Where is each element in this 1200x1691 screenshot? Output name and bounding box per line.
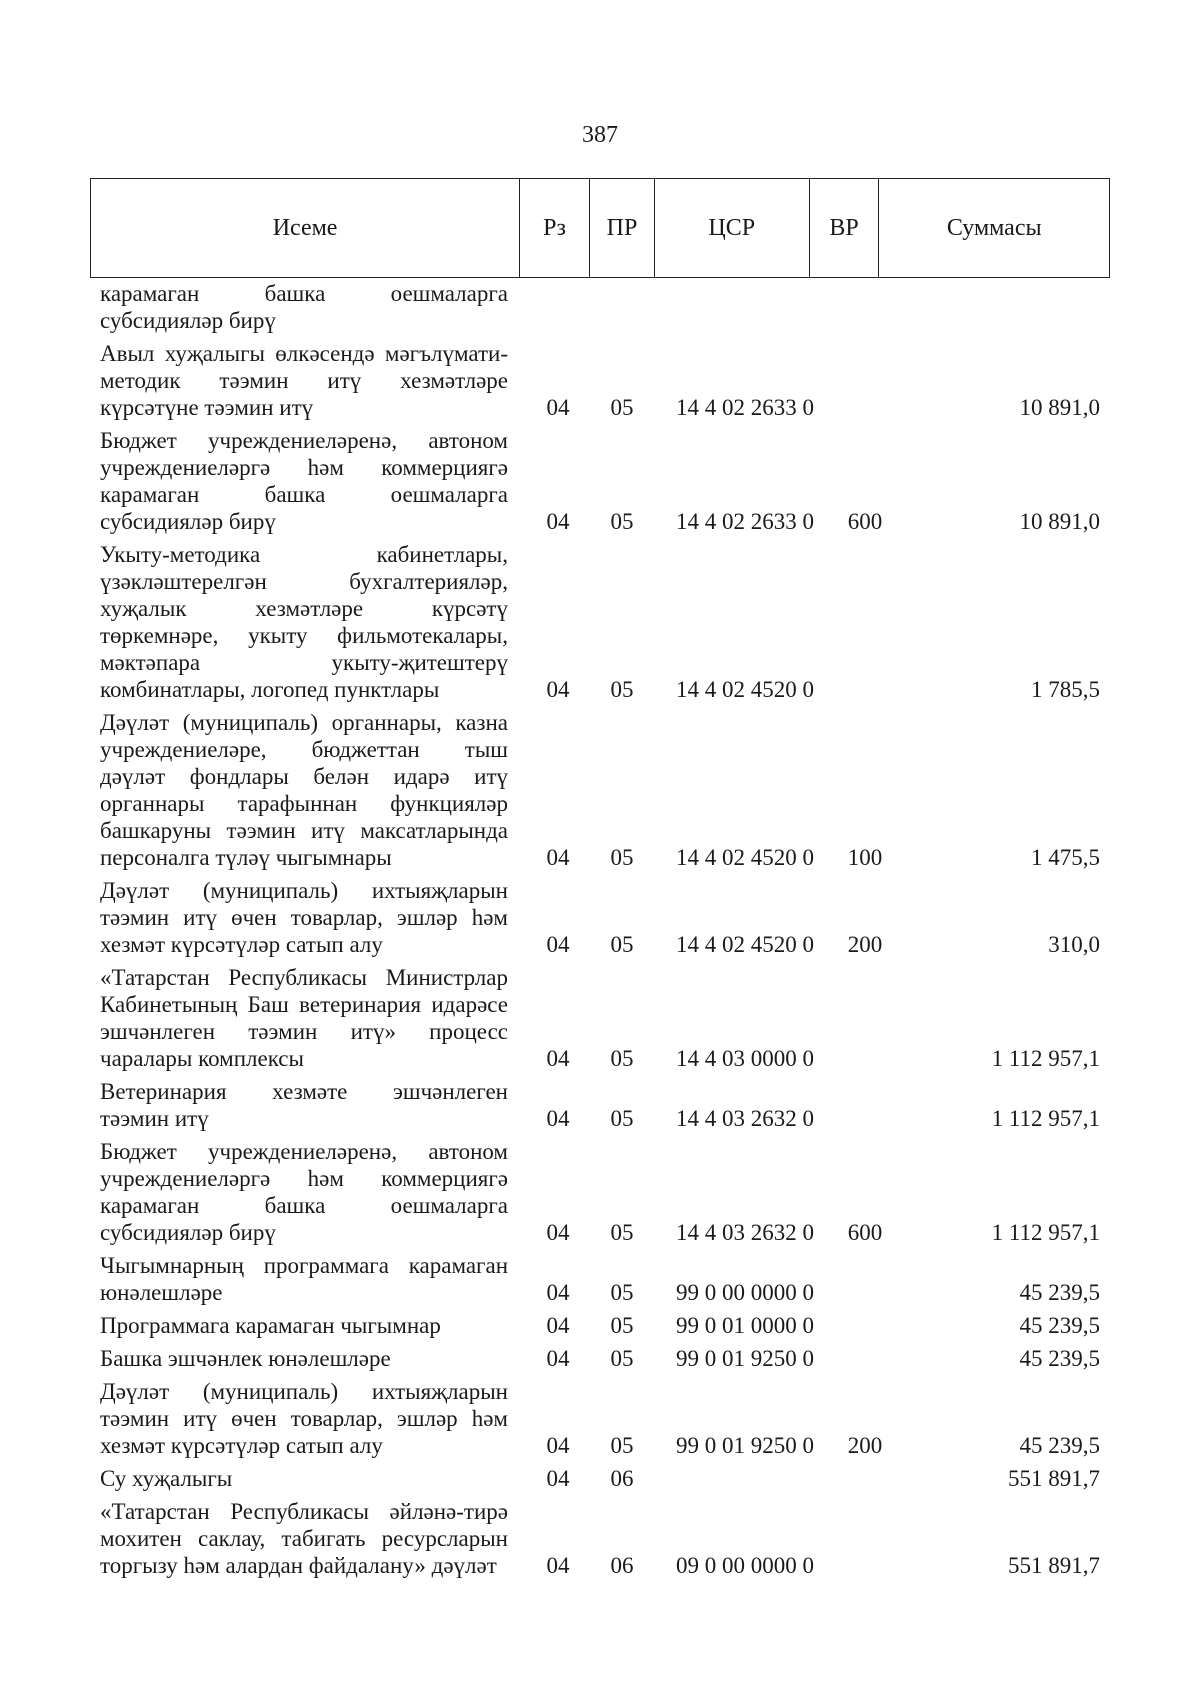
row-name-line: дәүләт фондлары белән идарә итү xyxy=(100,764,508,789)
row-rz: 04 xyxy=(546,1313,570,1338)
table-row xyxy=(100,340,1110,421)
row-pr: 05 xyxy=(610,395,634,420)
row-pr: 05 xyxy=(610,1106,634,1131)
row-name-line: башкаруны тәэмин итү максатларында xyxy=(100,818,508,843)
row-name-line: учреждениеләре, бюджеттан тыш xyxy=(100,737,508,762)
row-name-line: мәктәпара укыту-җитештерү xyxy=(100,650,508,675)
row-name-line: карамаган башка оешмаларга xyxy=(100,1193,508,1218)
row-pr: 05 xyxy=(610,1346,634,1371)
row-name-line: Бюджет учреждениеләренә, автоном xyxy=(100,428,508,453)
row-rz: 04 xyxy=(546,932,570,957)
row-name-line: Дәүләт (муниципаль) ихтыяҗларын xyxy=(100,1379,508,1404)
row-pr: 05 xyxy=(610,1280,634,1305)
row-name-line: методик тәэмин итү хезмәтләре xyxy=(100,368,508,393)
row-pr: 05 xyxy=(610,932,634,957)
row-csr: 14 4 02 2633 0 xyxy=(676,395,814,420)
table-row xyxy=(100,1498,1110,1579)
row-name-line: комбинатлары, логопед пунктлары xyxy=(100,677,440,702)
row-pr: 05 xyxy=(610,845,634,870)
row-sum: 10 891,0 xyxy=(1019,509,1100,534)
row-rz: 04 xyxy=(546,1346,570,1371)
row-name-line: карамаган башка оешмаларга xyxy=(100,482,508,507)
row-sum: 10 891,0 xyxy=(1019,395,1100,420)
row-name-line: учреждениеләргә һәм коммерциягә xyxy=(100,455,508,480)
table-row xyxy=(100,709,1110,871)
row-pr: 06 xyxy=(610,1553,634,1578)
row-name-line: Авыл хуҗалыгы өлкәсендә мәгълүмати- xyxy=(100,341,508,366)
row-csr: 14 4 03 0000 0 xyxy=(676,1046,814,1071)
row-sum: 1 475,5 xyxy=(1031,845,1100,870)
row-csr: 99 0 00 0000 0 xyxy=(676,1280,814,1305)
table-row xyxy=(100,1138,1110,1246)
row-vr: 100 xyxy=(847,845,883,870)
table-row xyxy=(100,877,1110,958)
row-name-line: тәэмин итү xyxy=(100,1106,209,1131)
row-rz: 04 xyxy=(546,395,570,420)
header-vr: ВР xyxy=(810,179,880,277)
row-pr: 05 xyxy=(610,677,634,702)
row-vr: 600 xyxy=(847,509,883,534)
row-pr: 06 xyxy=(610,1466,634,1491)
row-rz: 04 xyxy=(546,1280,570,1305)
row-name-line: Кабинетының Баш ветеринария идарәсе xyxy=(100,992,508,1017)
row-sum: 45 239,5 xyxy=(1019,1346,1100,1371)
row-name xyxy=(100,1378,508,1459)
row-sum: 1 112 957,1 xyxy=(991,1106,1100,1131)
row-pr: 05 xyxy=(610,1313,634,1338)
row-sum: 45 239,5 xyxy=(1019,1313,1100,1338)
row-sum: 1 112 957,1 xyxy=(991,1220,1100,1245)
row-name-line: эшчәнлеген тәэмин итү» процесс xyxy=(100,1019,508,1044)
row-csr: 14 4 03 2632 0 xyxy=(676,1106,814,1131)
row-vr: 600 xyxy=(847,1220,883,1245)
row-name-line: Дәүләт (муниципаль) органнары, казна xyxy=(100,710,508,735)
header-name: Исеме xyxy=(91,179,520,277)
row-sum: 551 891,7 xyxy=(1008,1553,1100,1578)
header-csr: ЦСР xyxy=(655,179,810,277)
row-sum: 551 891,7 xyxy=(1008,1466,1100,1491)
row-name-line: «Татарстан Республикасы әйләнә-тирә xyxy=(100,1499,508,1524)
row-name-line: Су хуҗалыгы xyxy=(100,1466,233,1491)
table-row xyxy=(100,1312,1110,1339)
row-sum: 45 239,5 xyxy=(1019,1433,1100,1458)
header-rz: Рз xyxy=(520,179,590,277)
row-name xyxy=(100,1312,508,1339)
row-name-line: «Татарстан Республикасы Министрлар xyxy=(100,965,508,990)
table-row xyxy=(100,1465,1110,1492)
row-rz: 04 xyxy=(546,845,570,870)
row-name-line: мохитен саклау, табигать ресурсларын xyxy=(100,1526,508,1551)
row-pr: 05 xyxy=(610,509,634,534)
row-csr: 14 4 03 2632 0 xyxy=(676,1220,814,1245)
table-row xyxy=(100,427,1110,535)
row-pr: 05 xyxy=(610,1433,634,1458)
row-name-line: органнары тарафыннан функцияләр xyxy=(100,791,508,816)
row-name-line: Укыту-методика кабинетлары, xyxy=(100,542,508,567)
row-csr: 14 4 02 4520 0 xyxy=(676,932,814,957)
header-sum: Суммасы xyxy=(946,214,1042,241)
page-number: 387 xyxy=(582,122,618,148)
row-name-line: субсидияләр бирү xyxy=(100,1220,276,1245)
row-name-line: тәэмин итү өчен товарлар, эшләр һәм xyxy=(100,905,508,930)
row-name xyxy=(100,877,508,958)
row-name-line: Программага карамаган чыгымнар xyxy=(100,1313,441,1338)
table-row xyxy=(100,541,1110,703)
row-csr: 14 4 02 4520 0 xyxy=(676,845,814,870)
row-name-line: учреждениеләргә һәм коммерциягә xyxy=(100,1166,508,1191)
row-sum: 1 785,5 xyxy=(1031,677,1100,702)
row-name-line: торгызу һәм алардан файдалану» дәүләт xyxy=(100,1553,497,1578)
header-pr: ПР xyxy=(590,179,655,277)
row-rz: 04 xyxy=(546,509,570,534)
table-row xyxy=(100,1078,1110,1132)
row-name-line: чаралары комплексы xyxy=(100,1046,304,1071)
row-name xyxy=(100,340,508,421)
row-name xyxy=(100,1498,508,1579)
row-name xyxy=(100,541,508,703)
table-row xyxy=(100,1378,1110,1459)
row-name xyxy=(100,1078,508,1132)
row-rz: 04 xyxy=(546,1046,570,1071)
row-name-line: үзәкләштерелгән бухгалтерияләр, xyxy=(100,569,508,594)
row-rz: 04 xyxy=(546,1553,570,1578)
row-name-line: Башка эшчәнлек юнәлешләре xyxy=(100,1346,391,1371)
table-header xyxy=(90,178,1110,278)
row-name-line: Чыгымнарның программага карамаган xyxy=(100,1253,508,1278)
row-name-line: персоналга түләү чыгымнары xyxy=(100,845,392,870)
row-csr: 99 0 01 9250 0 xyxy=(676,1433,814,1458)
row-name-line: хуҗалык хезмәтләре күрсәтү xyxy=(100,596,508,621)
row-name-line: Бюджет учреждениеләренә, автоном xyxy=(100,1139,508,1164)
row-name-line: тәэмин итү өчен товарлар, эшләр һәм xyxy=(100,1406,508,1431)
row-rz: 04 xyxy=(546,1466,570,1491)
row-sum: 1 112 957,1 xyxy=(991,1046,1100,1071)
row-name xyxy=(100,280,508,334)
row-name xyxy=(100,427,508,535)
row-csr: 09 0 00 0000 0 xyxy=(676,1553,814,1578)
row-name-line: күрсәтүне тәэмин итү xyxy=(100,395,314,420)
row-rz: 04 xyxy=(546,1433,570,1458)
row-vr: 200 xyxy=(847,1433,883,1458)
row-csr: 99 0 01 9250 0 xyxy=(676,1346,814,1371)
row-name xyxy=(100,1138,508,1246)
table-row xyxy=(100,964,1110,1072)
row-csr: 14 4 02 2633 0 xyxy=(676,509,814,534)
row-name-line: хезмәт күрсәтүләр сатып алу xyxy=(100,1433,383,1458)
row-name-line: төркемнәре, укыту фильмотекалары, xyxy=(100,623,508,648)
row-rz: 04 xyxy=(546,1220,570,1245)
table-row xyxy=(100,280,1110,334)
table-row xyxy=(100,1252,1110,1306)
row-sum: 45 239,5 xyxy=(1019,1280,1100,1305)
table-body xyxy=(100,280,1110,1585)
row-name xyxy=(100,1345,508,1372)
row-rz: 04 xyxy=(546,1106,570,1131)
row-name-line: субсидияләр бирү xyxy=(100,509,276,534)
row-name-line: субсидияләр бирү xyxy=(100,308,276,333)
row-rz: 04 xyxy=(546,677,570,702)
row-name-line: карамаган башка оешмаларга xyxy=(100,281,508,306)
row-csr: 99 0 01 0000 0 xyxy=(676,1313,814,1338)
row-name-line: Дәүләт (муниципаль) ихтыяҗларын xyxy=(100,878,508,903)
row-pr: 05 xyxy=(610,1220,634,1245)
row-name-line: юнәлешләре xyxy=(100,1280,223,1305)
row-name xyxy=(100,709,508,871)
row-pr: 05 xyxy=(610,1046,634,1071)
row-name xyxy=(100,964,508,1072)
row-vr: 200 xyxy=(847,932,883,957)
row-name xyxy=(100,1465,508,1492)
row-name xyxy=(100,1252,508,1306)
row-csr: 14 4 02 4520 0 xyxy=(676,677,814,702)
row-name-line: Ветеринария хезмәте эшчәнлеген xyxy=(100,1079,508,1104)
row-sum: 310,0 xyxy=(1048,932,1100,957)
row-name-line: хезмәт күрсәтүләр сатып алу xyxy=(100,932,383,957)
table-row xyxy=(100,1345,1110,1372)
